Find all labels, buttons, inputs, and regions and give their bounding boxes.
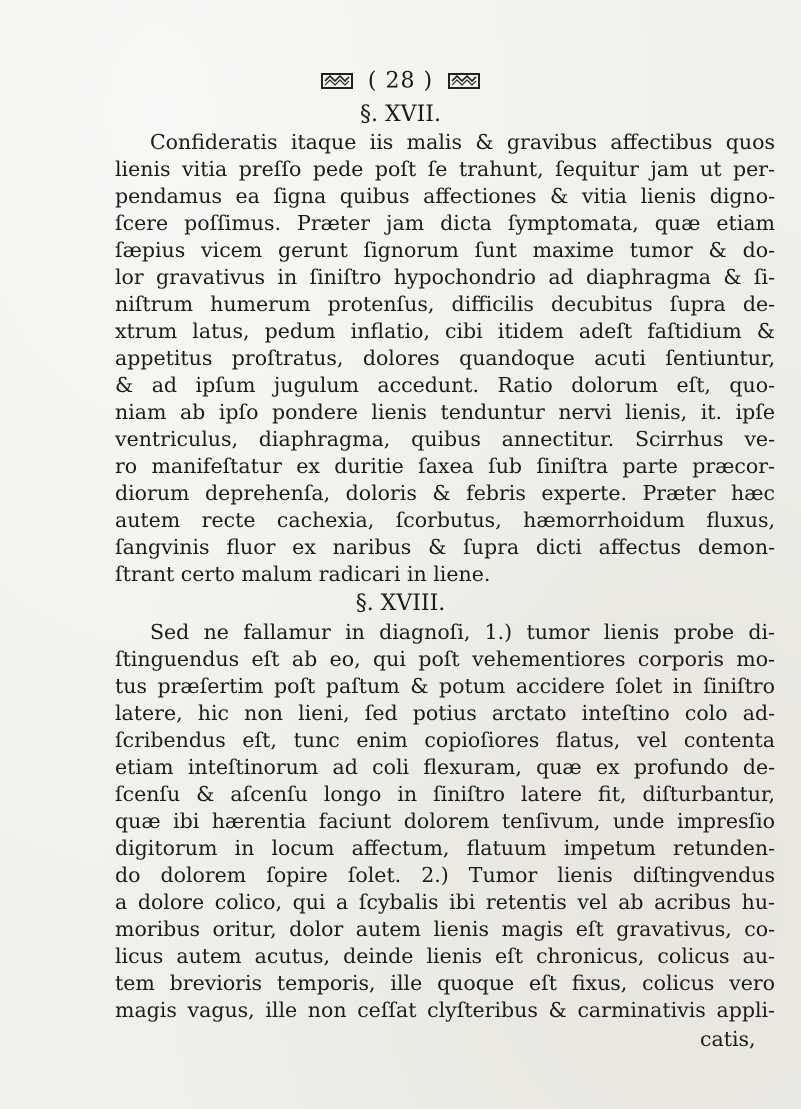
- text-line: magis vagus, ille non ceſſat clyſteribus & carminativis appli-: [115, 998, 775, 1022]
- text-line: diorum deprehenſa, doloris & febris experte. Præter hæc: [115, 481, 775, 505]
- text-line: ſcere poſſimus. Præter jam dicta ſymptomata, quæ etiam: [115, 211, 775, 235]
- text-line: niſtrum humerum protenſus, difficilis decubitus ſupra de-: [115, 292, 775, 316]
- text-line: ſcenſu & aſcenſu longo in ſiniſtro latere fit, diſturbantur,: [115, 782, 775, 806]
- text-line: niam ab ipſo pondere lienis tenduntur nervi lienis, it. ipſe: [115, 400, 775, 424]
- text-line: autem recte cachexia, ſcorbutus, hæmorrhoidum fluxus,: [115, 508, 775, 532]
- text-line: tus præſertim poſt paſtum & potum accidere ſolet in ſiniſtro: [115, 674, 775, 698]
- text-line: a dolore colico, qui a ſcybalis ibi retentis vel ab acribus hu-: [115, 890, 775, 914]
- section-heading-xvii: §. XVII.: [360, 102, 441, 127]
- ornament-right-icon: [447, 71, 481, 91]
- text-line: ro manifeſtatur ex duritie ſaxea ſub ſiniſtra parte præcor-: [115, 454, 775, 478]
- page-header: [0, 68, 801, 94]
- page-number: ( 28 ): [367, 68, 434, 94]
- text-line: latere, hic non lieni, ſed potius arctato inteſtino colo ad-: [115, 701, 775, 725]
- text-line: lienis vitia preſſo pede poſt ſe trahunt, ſequitur jam ut per-: [115, 157, 775, 181]
- text-line: ſangvinis fluor ex naribus & ſupra dicti affectus demon-: [115, 535, 775, 559]
- text-line: & ad ipſum jugulum accedunt. Ratio dolorum eſt, quo-: [115, 373, 775, 397]
- text-line: moribus oritur, dolor autem lienis magis eſt gravativus, co-: [115, 917, 775, 941]
- text-line: digitorum in locum affectum, flatuum impetum retunden-: [115, 836, 775, 860]
- section-heading-xviii: §. XVIII.: [355, 591, 446, 616]
- text-line: lor gravativus in ſiniſtro hypochondrio ad diaphragma & ſi-: [115, 265, 775, 289]
- text-line: ſtrant certo malum radicari in liene.: [115, 562, 491, 586]
- text-line: etiam inteſtinorum ad coli flexuram, quæ ex profundo de-: [115, 755, 775, 779]
- ornament-left-icon: [320, 71, 354, 91]
- text-line: Confideratis itaque iis malis & gravibus affectibus quos: [150, 130, 775, 154]
- text-line: licus autem acutus, deinde lienis eſt chronicus, colicus au-: [115, 944, 775, 968]
- text-line: quæ ibi hærentia faciunt dolorem tenſivum, unde impresſio: [115, 809, 775, 833]
- text-line: xtrum latus, pedum inflatio, cibi itidem adeſt faſtidium &: [115, 319, 775, 343]
- text-line: ventriculus, diaphragma, quibus annectitur. Scirrhus ve-: [115, 427, 775, 451]
- text-line: ſæpius vicem gerunt ſignorum ſunt maxime tumor & do-: [115, 238, 775, 262]
- text-line: do dolorem ſopire ſolet. 2.) Tumor lienis diſtingvendus: [115, 863, 775, 887]
- text-line: appetitus proſtratus, dolores quandoque acuti ſentiuntur,: [115, 346, 775, 370]
- catchword: catis,: [700, 1027, 756, 1051]
- text-line: ſtinguendus eſt ab eo, qui poſt vehementiores corporis mo-: [115, 647, 775, 671]
- text-line: ſcribendus eſt, tunc enim copioſiores flatus, vel contenta: [115, 728, 775, 752]
- text-line: tem brevioris temporis, ille quoque eſt fixus, colicus vero: [115, 971, 775, 995]
- text-line: pendamus ea ſigna quibus affectiones & vitia lienis digno-: [115, 184, 775, 208]
- text-line: Sed ne fallamur in diagnoſi, 1.) tumor lienis probe di-: [150, 620, 775, 644]
